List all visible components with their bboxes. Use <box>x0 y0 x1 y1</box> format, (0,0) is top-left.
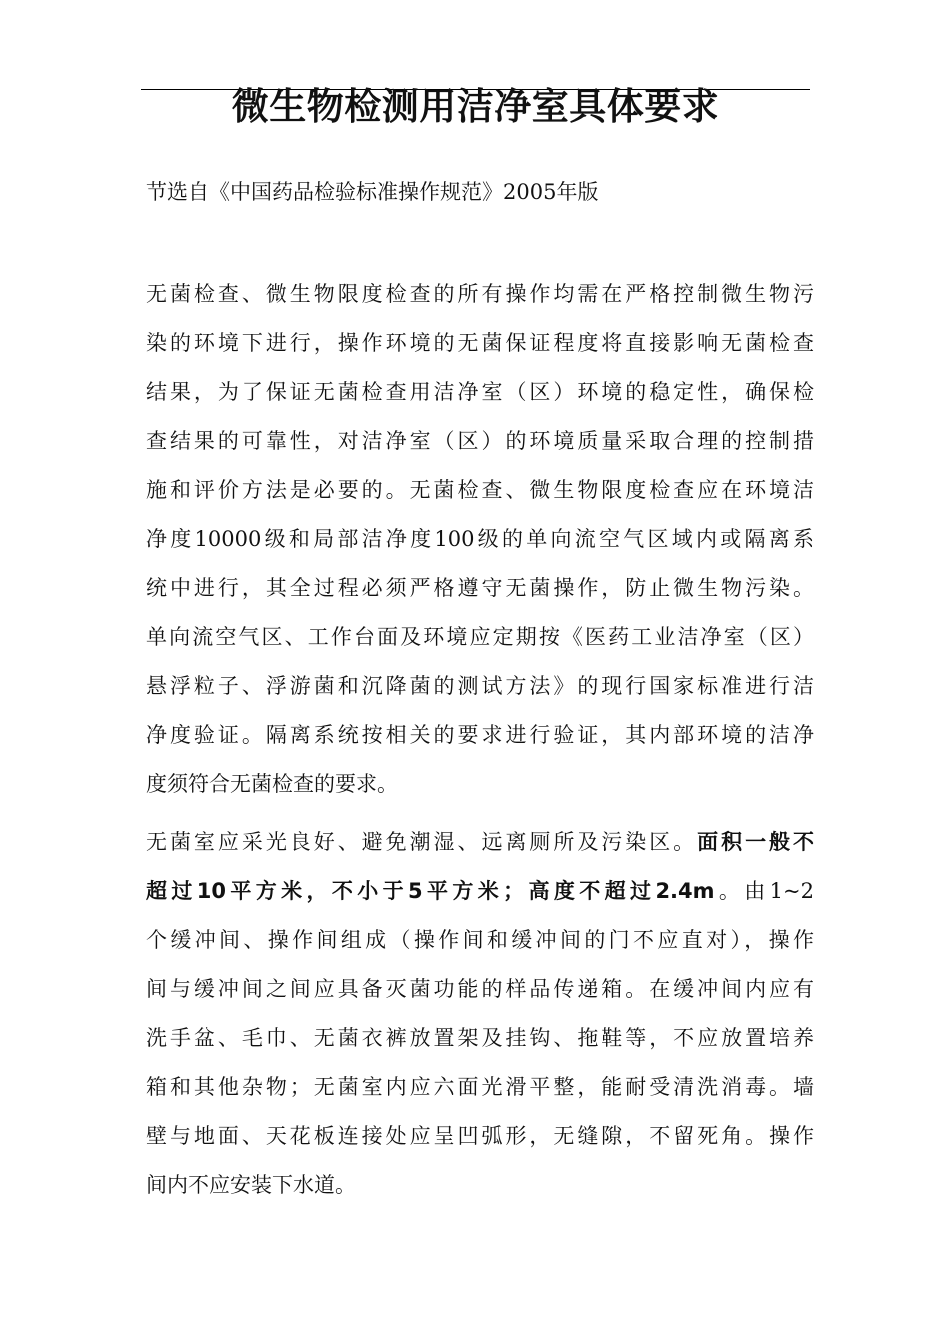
paragraph-1-line: 单向流空气区、工作台面及环境应定期按《医药工业洁净室（区） <box>146 625 814 649</box>
paragraph-1-line: 无菌检查、微生物限度检查的所有操作均需在严格控制微生物污 <box>146 282 814 306</box>
paragraph-2-normal-text: 。由1~2 <box>714 879 814 903</box>
document-title: 微生物检测用洁净室具体要求 <box>231 85 720 128</box>
paragraph-1-line: 染的环境下进行，操作环境的无菌保证程度将直接影响无菌检查 <box>146 331 814 355</box>
paragraph-2-line: 洗手盆、毛巾、无菌衣裤放置架及挂钩、拖鞋等，不应放置培养 <box>146 1026 814 1050</box>
paragraph-1-line: 查结果的可靠性，对洁净室（区）的环境质量采取合理的控制措 <box>146 429 814 453</box>
paragraph-2-line-2 <box>146 867 814 916</box>
paragraph-1-line: 净度10000级和局部洁净度100级的单向流空气区域内或隔离系 <box>146 527 814 551</box>
paragraph-1 <box>146 270 814 809</box>
paragraph-2 <box>146 818 814 1210</box>
paragraph-2-line: 间与缓冲间之间应具备灭菌功能的样品传递箱。在缓冲间内应有 <box>146 977 814 1001</box>
paragraph-2-line: 箱和其他杂物；无菌室内应六面光滑平整，能耐受清洗消毒。墙 <box>146 1075 814 1099</box>
paragraph-1-line: 度须符合无菌检查的要求。 <box>146 772 398 796</box>
paragraph-1-line: 施和评价方法是必要的。无菌检查、微生物限度检查应在环境洁 <box>146 478 814 502</box>
paragraph-2-normal-text: 无菌室应采光良好、避免潮湿、远离厕所及污染区。 <box>146 830 698 854</box>
paragraph-2-line: 壁与地面、天花板连接处应呈凹弧形，无缝隙，不留死角。操作 <box>146 1124 814 1148</box>
paragraph-1-line: 悬浮粒子、浮游菌和沉降菌的测试方法》的现行国家标准进行洁 <box>146 674 814 698</box>
paragraph-2-bold-text: 面积一般不 <box>697 830 815 854</box>
paragraph-2-bold-text: 超过10平方米，不小于5平方米；高度不超过2.4m <box>146 879 715 903</box>
paragraph-1-line: 结果，为了保证无菌检查用洁净室（区）环境的稳定性，确保检 <box>146 380 814 404</box>
paragraph-2-line: 间内不应安装下水道。 <box>146 1173 356 1197</box>
paragraph-1-line: 统中进行，其全过程必须严格遵守无菌操作，防止微生物污染。 <box>146 576 814 600</box>
paragraph-2-line-1 <box>146 818 814 867</box>
paragraph-1-line: 净度验证。隔离系统按相关的要求进行验证，其内部环境的洁净 <box>146 723 814 747</box>
source-line: 节选自《中国药品检验标准操作规范》2005年版 <box>146 180 599 204</box>
paragraph-2-line: 个缓冲间、操作间组成（操作间和缓冲间的门不应直对），操作 <box>146 928 814 952</box>
